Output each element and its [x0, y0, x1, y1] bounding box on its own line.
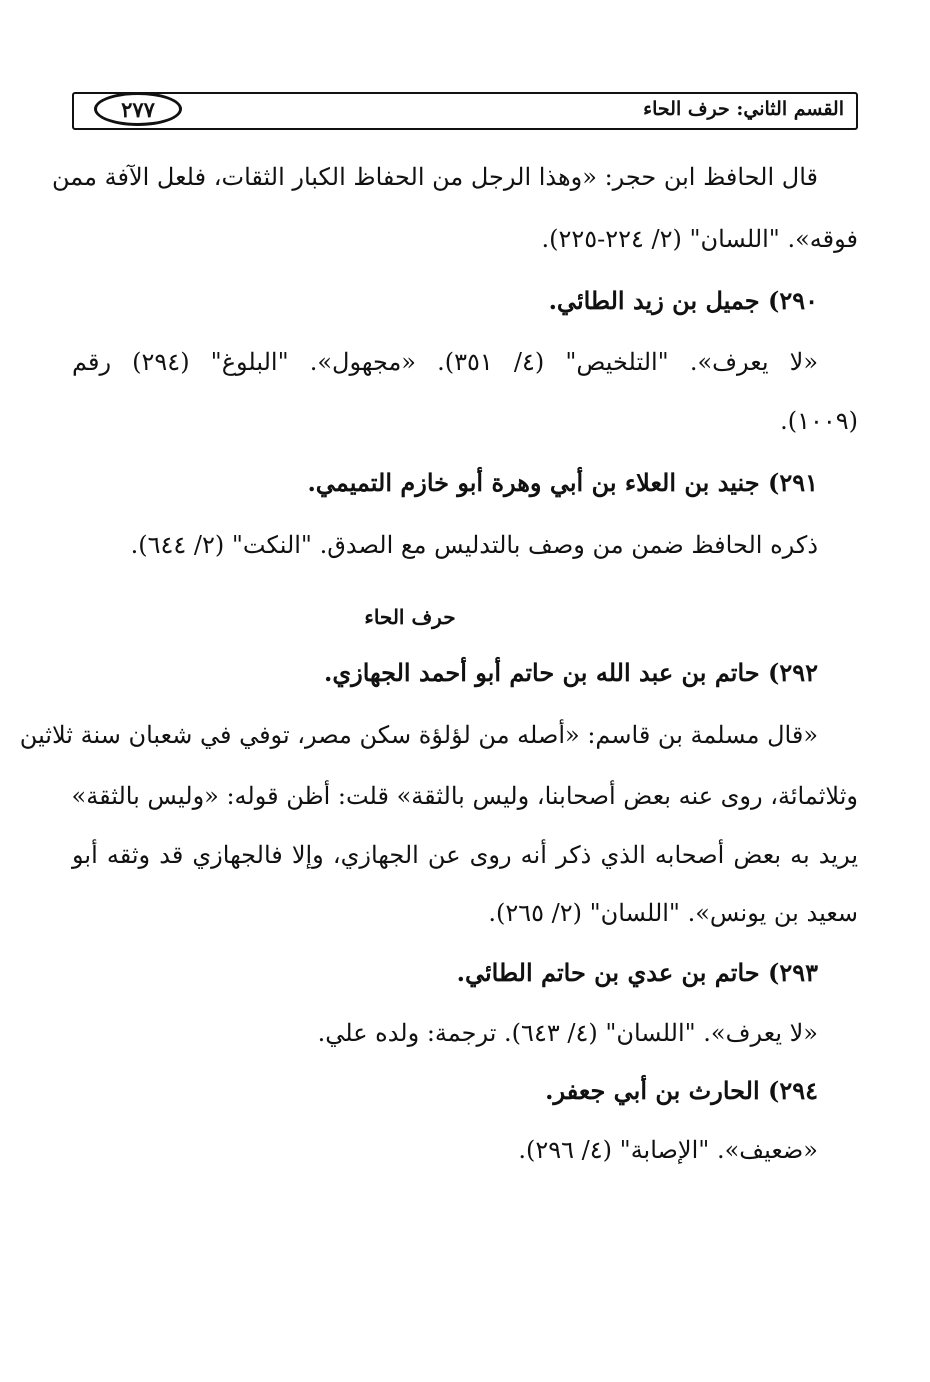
entry-293-title: ٢٩٣) حاتم بن عدي بن حاتم الطائي. — [456, 958, 818, 987]
text-line-11: يريد به بعض أصحابه الذي ذكر أنه روى عن الجهازي، وإلا فالجهازي قد وثقه أبو — [72, 841, 858, 869]
entry-294-title: ٢٩٤) الحارث بن أبي جعفر. — [545, 1076, 818, 1105]
page-number: ٢٧٧ — [94, 92, 182, 126]
text-line-14: «لا يعرف». "اللسان" (٤/ ٦٤٣). ترجمة: ولده علي. — [317, 1019, 818, 1047]
text-line-10: وثلاثمائة، روى عنه بعض أصحابنا، وليس بالثقة» قلت: أظن قوله: «وليس بالثقة» — [71, 782, 858, 810]
entry-291-title: ٢٩١) جنيد بن العلاء بن أبي وهرة أبو خازم التميمي. — [307, 468, 818, 497]
text-line-4: «لا يعرف». "التلخيص" (٤/ ٣٥١). «مجهول». "البلوغ" (٢٩٤) رقم — [72, 348, 819, 376]
text-line-12: سعيد بن يونس». "اللسان" (٢/ ٢٦٥). — [488, 899, 858, 927]
running-header — [72, 92, 858, 130]
section-heading: حرف الحاء — [364, 605, 456, 629]
text-line-9: «قال مسلمة بن قاسم: «أصله من لؤلؤة سكن مصر، توفي في شعبان سنة ثلاثين — [19, 721, 818, 749]
entry-292-title: ٢٩٢) حاتم بن عبد الله بن حاتم أبو أحمد الجهازي. — [324, 658, 818, 687]
text-line-2: فوقه». "اللسان" (٢/ ٢٢٤-٢٢٥). — [541, 225, 858, 253]
text-line-16: «ضعيف». "الإصابة" (٤/ ٢٩٦). — [518, 1136, 818, 1164]
header-title: القسم الثاني: حرف الحاء — [643, 98, 844, 120]
text-line-1: قال الحافظ ابن حجر: «وهذا الرجل من الحفاظ الكبار الثقات، فلعل الآفة ممن — [51, 163, 818, 191]
text-line-7: ذكره الحافظ ضمن من وصف بالتدليس مع الصدق. "النكت" (٢/ ٦٤٤). — [130, 531, 818, 559]
entry-290-title: ٢٩٠) جميل بن زيد الطائي. — [548, 286, 818, 315]
text-line-5: (١٠٠٩). — [780, 407, 858, 435]
